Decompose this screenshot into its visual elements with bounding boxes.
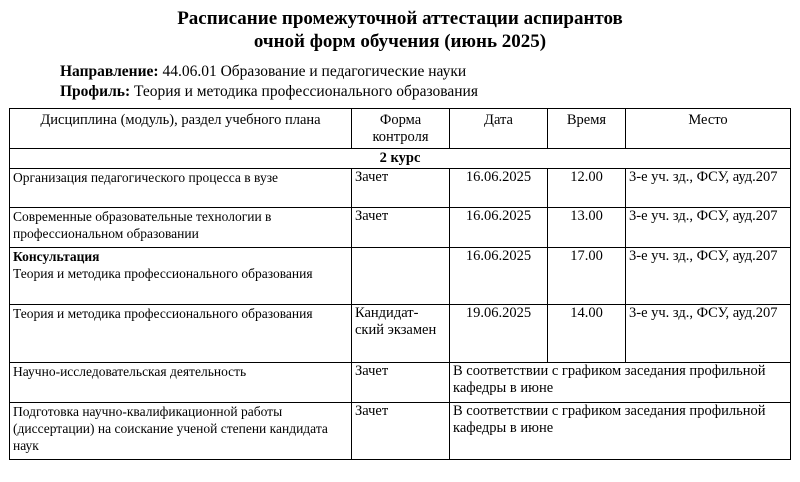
header-row [10, 109, 791, 149]
table-row [10, 305, 791, 363]
discipline-cell: Современные образовательные технологии в профессиональном образовании [10, 208, 352, 248]
discipline-cell [10, 248, 352, 305]
discipline-cell: Теория и методика профессионального образования [10, 305, 352, 363]
title-line-2: очной форм обучения (июнь 2025) [253, 31, 547, 52]
course-row [10, 149, 791, 169]
profile-value: Теория и методика профессионального образования [130, 83, 478, 100]
date-cell: 19.06.2025 [450, 305, 548, 363]
place-cell: 3-е уч. зд., ФСУ, ауд.207 [626, 169, 791, 208]
time-cell: 13.00 [548, 208, 626, 248]
col-header-date: Дата [450, 109, 548, 149]
form-cell: Зачет [352, 169, 450, 208]
discipline-cell: Подготовка научно-квалификационной работы (диссертации) на соискание ученой степени кандидата наук [10, 403, 352, 460]
discipline-text: Теория и методика профессионального образования [13, 266, 313, 281]
date-cell: 16.06.2025 [450, 248, 548, 305]
discipline-cell: Организация педагогического процесса в вузе [10, 169, 352, 208]
form-cell: Зачет [352, 208, 450, 248]
direction-label: Направление: [60, 63, 159, 80]
form-cell: Зачет [352, 403, 450, 460]
table-row [10, 169, 791, 208]
discipline-cell: Научно-исследовательская деятельность [10, 363, 352, 403]
form-cell: Зачет [352, 363, 450, 403]
time-cell: 12.00 [548, 169, 626, 208]
place-cell: 3-е уч. зд., ФСУ, ауд.207 [626, 305, 791, 363]
direction-line [60, 62, 466, 81]
form-cell: Кандидат-ский экзамен [352, 305, 450, 363]
merged-schedule-cell: В соответствии с графиком заседания профильной кафедры в июне [450, 363, 791, 403]
col-header-place: Место [626, 109, 791, 149]
title-line-1: Расписание промежуточной аттестации аспирантов [177, 8, 623, 29]
date-cell: 16.06.2025 [450, 169, 548, 208]
col-header-time: Время [548, 109, 626, 149]
col-header-form: Форма контроля [352, 109, 450, 149]
merged-schedule-cell: В соответствии с графиком заседания профильной кафедры в июне [450, 403, 791, 460]
schedule-table [9, 108, 791, 460]
time-cell: 14.00 [548, 305, 626, 363]
col-header-discipline: Дисциплина (модуль), раздел учебного плана [10, 109, 352, 149]
profile-label: Профиль: [60, 83, 131, 100]
form-cell [352, 248, 450, 305]
course-label: 2 курс [10, 149, 791, 169]
consultation-label: Консультация [13, 249, 100, 264]
table-row [10, 403, 791, 460]
direction-value: 44.06.01 Образование и педагогические науки [158, 63, 467, 80]
table-row [10, 363, 791, 403]
table-row [10, 208, 791, 248]
time-cell: 17.00 [548, 248, 626, 305]
place-cell: 3-е уч. зд., ФСУ, ауд.207 [626, 248, 791, 305]
date-cell: 16.06.2025 [450, 208, 548, 248]
table-row [10, 248, 791, 305]
profile-line [60, 82, 478, 101]
place-cell: 3-е уч. зд., ФСУ, ауд.207 [626, 208, 791, 248]
